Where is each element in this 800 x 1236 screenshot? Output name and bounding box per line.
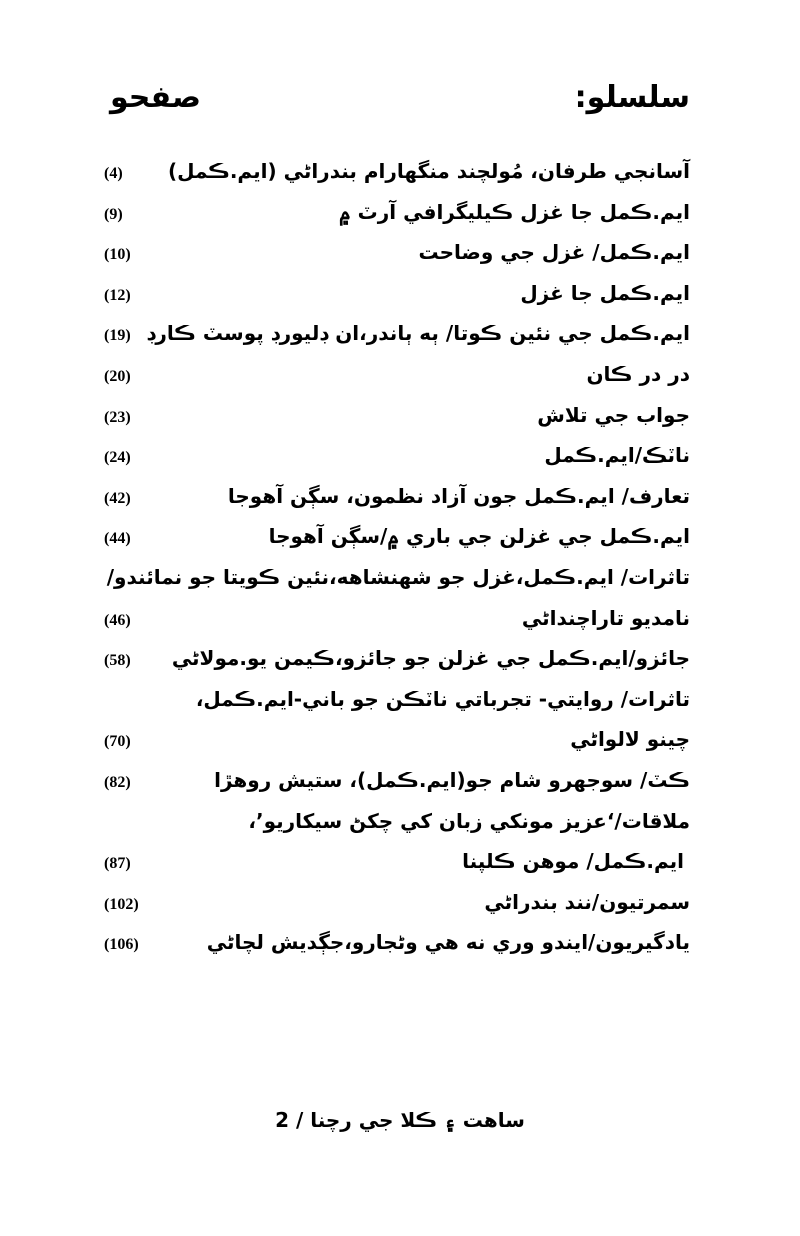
toc-entry [104, 802, 690, 843]
toc-entry-title: ايم.ڪمل جي غزلن جي باري ۾/سڳن آهوجا [268, 524, 690, 549]
toc-entry-title: تاثرات/ ايم.ڪمل،غزل جو شهنشاهه،نئين ڪويتا جو نمائندو/ [106, 564, 690, 589]
toc-entry-title: آسانجي طرفان، مُولچند منگھارام بندراڻي (ايم.ڪمل) [167, 159, 690, 183]
toc-entry [104, 477, 690, 518]
toc-entry [104, 314, 690, 355]
toc-entry [104, 720, 690, 761]
toc-entry-title: يادگيريون/ايندو وري نه هي وڻجارو،جڳديش لچاڻي [206, 930, 690, 955]
toc-entry-page: (10) [104, 246, 131, 264]
toc-entry-page: (106) [104, 936, 139, 954]
toc-entry-title: نامديو تاراچنداڻي [521, 605, 690, 630]
table-of-contents [104, 152, 690, 964]
toc-entry-page: (87) [104, 855, 131, 873]
contents-heading: سلسلو: [574, 80, 690, 115]
toc-entry [104, 639, 690, 680]
toc-entry [104, 599, 690, 640]
toc-entry-page: (70) [104, 733, 131, 751]
toc-entry [104, 233, 690, 274]
toc-entry [104, 193, 690, 234]
toc-entry [104, 761, 690, 802]
toc-entry [104, 680, 690, 721]
toc-entry [104, 152, 690, 193]
toc-entry-page: (82) [104, 773, 131, 791]
toc-entry [104, 923, 690, 964]
toc-entry-page: (42) [104, 489, 131, 507]
toc-entry-title: ايم.ڪمل/ موهن ڪلپنا [462, 849, 684, 874]
toc-entry-title: ايم.ڪمل جا غزل [520, 280, 690, 305]
page-footer: ساهت ۽ ڪلا جي رچنا / 2 [275, 1108, 525, 1132]
toc-entry-title: ايم.ڪمل جي نئين ڪوتا/ ٻه ٻاندر،ان ڊليورڊ پوسٽ ڪارڊ [146, 321, 690, 346]
toc-entry [104, 436, 690, 477]
toc-entry-page: (24) [104, 449, 131, 467]
toc-entry-page: (102) [104, 895, 139, 913]
toc-entry-page: (23) [104, 408, 131, 426]
toc-entry-title: سمرتيون/نند بندراڻي [484, 889, 690, 914]
toc-entry-title: تعارف/ ايم.ڪمل جون آزاد نظمون، سڳن آهوجا [227, 483, 690, 508]
toc-entry-title: چينو لالواڻي [570, 727, 690, 752]
toc-entry [104, 355, 690, 396]
toc-entry-page: (9) [104, 205, 123, 223]
toc-entry [104, 396, 690, 437]
toc-entry-page: (4) [104, 165, 123, 182]
toc-entry-title: ناٽڪ/ايم.ڪمل [544, 443, 690, 468]
page-column-heading: صفحو [110, 80, 202, 115]
toc-entry [104, 883, 690, 924]
toc-entry-title: ڪٽ/ سوجهرو شام جو(ايم.ڪمل)، ستيش روهڙا [214, 767, 690, 792]
toc-entry [104, 517, 690, 558]
toc-entry-page: (46) [104, 611, 131, 629]
toc-entry-page: (20) [104, 367, 131, 385]
toc-entry-title: جواب جي تلاش [537, 402, 690, 427]
toc-entry-page: (44) [104, 530, 131, 548]
toc-entry-title: ايم.ڪمل جا غزل ڪيليگرافي آرٽ ۾ [339, 199, 690, 224]
toc-entry [104, 842, 690, 883]
toc-entry [104, 274, 690, 315]
toc-entry-page: (19) [104, 327, 131, 345]
toc-entry [104, 558, 690, 599]
toc-entry-title: در در ڪان [586, 361, 690, 386]
toc-entry-title: تاثرات/ روايتي- تجرباتي ناٽڪن جو باني-ايم.ڪمل، [195, 686, 690, 711]
toc-entry-title: ملاقات/‘عزيز مونکي زبان کي چکڻ سيکاريو’، [248, 808, 690, 833]
page-header [110, 80, 690, 136]
toc-entry-page: (12) [104, 286, 131, 304]
toc-entry-page: (58) [104, 652, 131, 670]
toc-entry-title: ايم.ڪمل/ غزل جي وضاحت [418, 240, 690, 265]
toc-entry-title: جائزو/ايم.ڪمل جي غزلن جو جائزو،ڪيمن يو.مولاڻي [171, 646, 690, 671]
